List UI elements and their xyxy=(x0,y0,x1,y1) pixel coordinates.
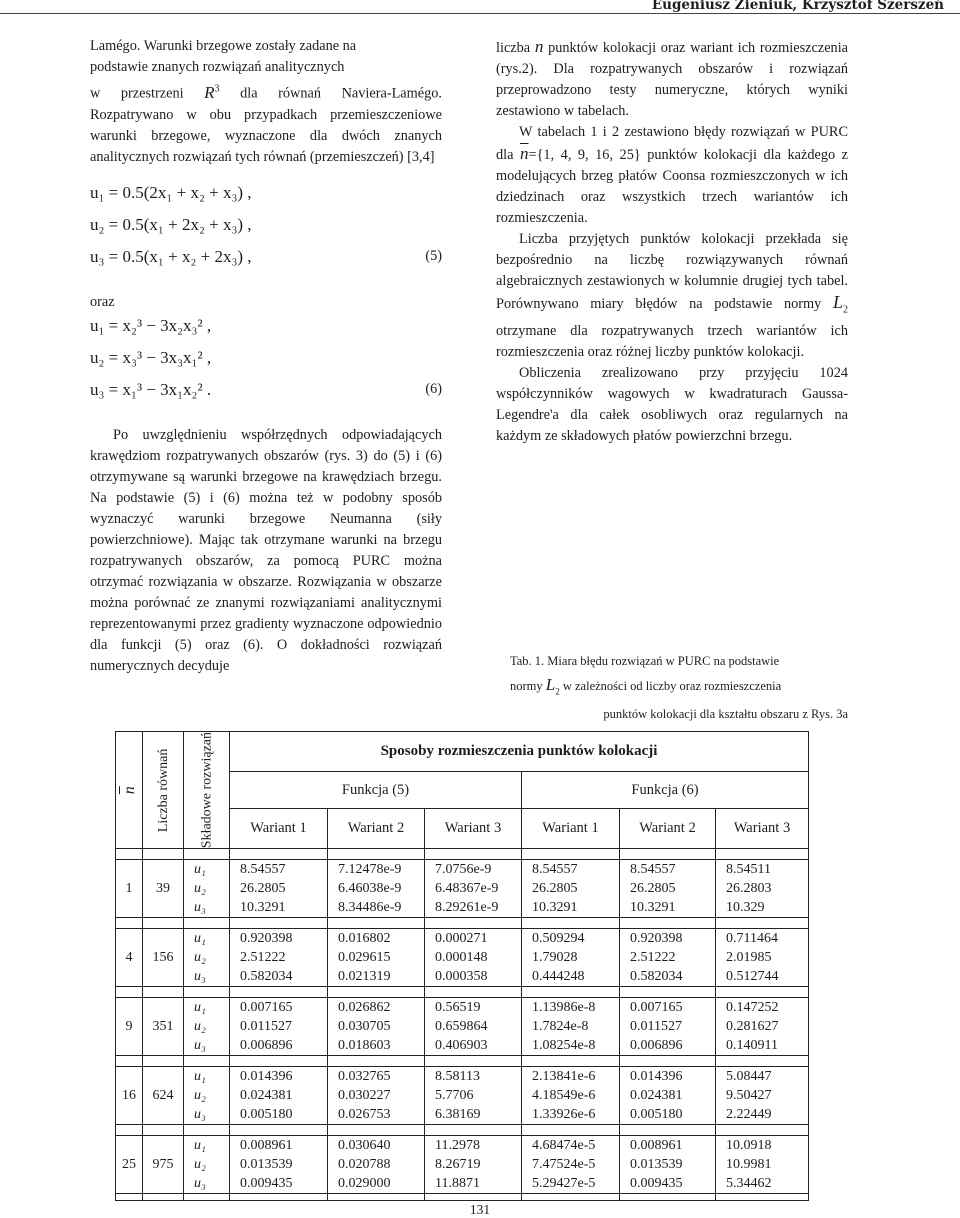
value: 0.711464 xyxy=(726,931,778,947)
spacer-cell xyxy=(116,1125,143,1136)
spacer-cell xyxy=(522,1056,620,1067)
n-bar-symbol: $\overline{n}$ xyxy=(520,144,529,163)
caption-l2-symbol: $L_2$ xyxy=(545,675,560,697)
value-cell xyxy=(522,860,620,918)
spacer-cell xyxy=(716,849,809,860)
l2-symbol: $L_2$ xyxy=(832,292,848,316)
value: 2.22449 xyxy=(726,1107,772,1123)
value: 0.582034 xyxy=(240,969,293,985)
row-components xyxy=(184,860,230,918)
equation-text: u₂ = x₃³ − 3x₃x₁² , xyxy=(90,347,212,367)
spacer-cell xyxy=(116,1194,143,1201)
spacer-cell xyxy=(230,987,328,998)
value: 0.582034 xyxy=(630,969,683,985)
value: 8.29261e-9 xyxy=(435,900,499,916)
spacer-cell xyxy=(716,1125,809,1136)
col-equations-header: Liczba równań xyxy=(143,732,184,849)
spacer-cell xyxy=(143,1194,184,1201)
component-label: u₂ xyxy=(194,1019,206,1035)
spacer-cell xyxy=(184,1056,230,1067)
value: 26.2805 xyxy=(532,881,578,897)
equation-text: u₁ = 0.5(2x₁ + x₂ + x₃) , xyxy=(90,182,252,202)
spacer-cell xyxy=(230,1056,328,1067)
value: 0.006896 xyxy=(240,1038,293,1054)
function-6-header: Funkcja (6) xyxy=(522,772,809,809)
function-5-header: Funkcja (5) xyxy=(230,772,522,809)
value: 8.54511 xyxy=(726,862,771,878)
value: 0.005180 xyxy=(240,1107,293,1123)
variant-header: Wariant 2 xyxy=(620,808,716,848)
value: 7.12478e-9 xyxy=(338,862,402,878)
header-rule xyxy=(0,13,960,14)
value: 11.8871 xyxy=(435,1176,480,1192)
equation-block-6 xyxy=(90,315,442,411)
component-label: u₁ xyxy=(194,862,206,878)
spacer-cell xyxy=(328,849,425,860)
table-row xyxy=(116,1067,809,1125)
value: 8.54557 xyxy=(532,862,578,878)
value-cell xyxy=(328,860,425,918)
page-number: 131 xyxy=(469,1202,491,1217)
equation-text: u₂ = 0.5(x₁ + 2x₂ + x₃) , xyxy=(90,214,252,234)
value: 10.329 xyxy=(726,900,765,916)
value-cell xyxy=(522,1136,620,1194)
spacer-cell xyxy=(184,849,230,860)
equation-5-line xyxy=(90,214,442,246)
row-equations: 624 xyxy=(143,1067,184,1125)
value: 0.020788 xyxy=(338,1157,391,1173)
value: 0.018603 xyxy=(338,1038,391,1054)
value: 0.920398 xyxy=(240,931,293,947)
spacer-cell xyxy=(522,1125,620,1136)
value-cell xyxy=(230,998,328,1056)
row-spacer xyxy=(116,1056,809,1067)
component-label: u₁ xyxy=(194,1000,206,1016)
component-label: u₂ xyxy=(194,881,206,897)
value: 0.014396 xyxy=(630,1069,683,1085)
equation-block-5 xyxy=(90,182,442,278)
value: 0.011527 xyxy=(240,1019,292,1035)
value: 0.56519 xyxy=(435,1000,481,1016)
value: 1.33926e-6 xyxy=(532,1107,596,1123)
spacer-cell xyxy=(716,987,809,998)
value-cell xyxy=(522,998,620,1056)
spacer-cell xyxy=(184,1125,230,1136)
value: 11.2978 xyxy=(435,1138,480,1154)
value-cell xyxy=(620,929,716,987)
variant-header: Wariant 2 xyxy=(328,808,425,848)
value: 0.011527 xyxy=(630,1019,682,1035)
component-label: u₃ xyxy=(194,900,206,916)
component-label: u₂ xyxy=(194,950,206,966)
spacer-cell xyxy=(328,1125,425,1136)
spacer-cell xyxy=(184,1194,230,1201)
variant-header: Wariant 3 xyxy=(425,808,522,848)
spacer-cell xyxy=(620,1125,716,1136)
spacer-cell xyxy=(522,849,620,860)
value-cell xyxy=(230,1136,328,1194)
value: 0.005180 xyxy=(630,1107,683,1123)
value: 0.281627 xyxy=(726,1019,779,1035)
value: 0.029615 xyxy=(338,950,391,966)
caption-line-2: normy $L_2$ w zależności od liczby oraz rozmieszczenia xyxy=(510,675,782,697)
equation-text: u₃ = 0.5(x₁ + x₂ + 2x₃) , xyxy=(90,246,252,266)
value: 0.008961 xyxy=(240,1138,293,1154)
method-paragraph: Po uwzględnieniu współrzędnych odpowiadających krawędziom rozpatrywanych obszarów (rys. 3) do (5) i (6) otrzymywane są warunki brzegowe na krawędziach brzegu. Na podstawie (5) i (6) można też w podobny sposób wyznaczyć warunki brzegowe Neumanna (siły powierzchniowe). Mając tak otrzymane warunki na brzegu rozpatrywanych obszarów, za pomocą PURC można otrzymać rozwiązania w obszarze. Rozwiązania w obszarze można porównać ze znanymi rozwiązaniami analitycznymi reprezentowanymi przez gradienty wyznaczone odpowiednio dla funkcji (5) oraz (6). O dokładności rozwiązań numerycznych decyduje xyxy=(90,426,442,674)
spacer-cell xyxy=(143,918,184,929)
component-label: u₃ xyxy=(194,1038,206,1054)
spacer-cell xyxy=(328,987,425,998)
value: 2.51222 xyxy=(240,950,286,966)
value: 6.38169 xyxy=(435,1107,481,1123)
spacer-cell xyxy=(620,918,716,929)
row-n: 16 xyxy=(116,1067,143,1125)
value: 10.3291 xyxy=(532,900,578,916)
row-equations: 975 xyxy=(143,1136,184,1194)
table-row xyxy=(116,998,809,1056)
value-cell xyxy=(716,860,809,918)
table-row xyxy=(116,929,809,987)
value-cell xyxy=(716,998,809,1056)
col-components-header: Składowe rozwiązań xyxy=(184,732,230,849)
value: 0.006896 xyxy=(630,1038,683,1054)
value: 26.2805 xyxy=(630,881,676,897)
value: 0.406903 xyxy=(435,1038,488,1054)
spacer-cell xyxy=(328,1056,425,1067)
spacer-cell xyxy=(425,987,522,998)
value-cell xyxy=(230,1067,328,1125)
value: 0.000358 xyxy=(435,969,488,985)
value-cell xyxy=(425,1067,522,1125)
left-column xyxy=(90,36,442,677)
equation-6-line xyxy=(90,379,442,411)
row-n: 9 xyxy=(116,998,143,1056)
component-label: u₁ xyxy=(194,931,206,947)
component-label: u₁ xyxy=(194,1138,206,1154)
value: 0.014396 xyxy=(240,1069,293,1085)
value: 9.50427 xyxy=(726,1088,772,1104)
value: 8.26719 xyxy=(435,1157,481,1173)
value: 5.7706 xyxy=(435,1088,474,1104)
spacer-cell xyxy=(184,987,230,998)
row-spacer xyxy=(116,1194,809,1201)
value: 0.659864 xyxy=(435,1019,488,1035)
r3-symbol: $R^3$ xyxy=(204,82,220,102)
value-cell xyxy=(716,1067,809,1125)
value-cell xyxy=(716,1136,809,1194)
row-equations: 351 xyxy=(143,998,184,1056)
value-cell xyxy=(425,929,522,987)
table-caption xyxy=(496,650,848,726)
value: 2.51222 xyxy=(630,950,676,966)
spacer-cell xyxy=(620,849,716,860)
value: 0.029000 xyxy=(338,1176,391,1192)
value-cell xyxy=(328,1136,425,1194)
spacer-cell xyxy=(620,1194,716,1201)
caption-line-1: Tab. 1. Miara błędu rozwiązań w PURC na podstawie xyxy=(510,654,780,668)
value-cell xyxy=(230,860,328,918)
value: 0.024381 xyxy=(240,1088,293,1104)
row-n: 25 xyxy=(116,1136,143,1194)
value: 0.007165 xyxy=(630,1000,683,1016)
right-paragraph-3: Liczba przyjętych punktów kolokacji przekłada się bezpośrednio na liczbę rozwiązywanych równań algebraicznych zestawionych w kolumnie drugiej tych tabel. Porównywano miary błędów na podstawie normy $L_2$ otrzymane dla rozpatrywanych trzech wariantów ich rozmieszczenia oraz różnej liczby punktów kolokacji. xyxy=(496,231,848,360)
row-components xyxy=(184,998,230,1056)
component-label: u₁ xyxy=(194,1069,206,1085)
value-cell xyxy=(522,929,620,987)
value: 0.009435 xyxy=(240,1176,293,1192)
component-label: u₂ xyxy=(194,1157,206,1173)
spacer-cell xyxy=(328,1194,425,1201)
spacer-cell xyxy=(230,918,328,929)
spacer-cell xyxy=(620,1056,716,1067)
value: 0.016802 xyxy=(338,931,391,947)
value: 26.2803 xyxy=(726,881,772,897)
results-table xyxy=(115,731,809,1201)
value: 0.509294 xyxy=(532,931,585,947)
value: 0.000271 xyxy=(435,931,488,947)
value: 1.08254e-8 xyxy=(532,1038,596,1054)
equation-text: u₁ = x₂³ − 3x₂x₃² , xyxy=(90,315,212,335)
component-label: u₃ xyxy=(194,1107,206,1123)
right-paragraph-1: liczba n punktów kolokacji oraz wariant ich rozmieszczenia (rys.2). Dla rozpatrywanych obszarów i rozwiązań przeprowadzono testy numeryczne, których wyniki zestawiono w tabelach. xyxy=(496,37,849,119)
equation-6-line xyxy=(90,347,442,379)
spacer-cell xyxy=(116,987,143,998)
value-cell xyxy=(620,998,716,1056)
boundary-paragraph: Rozpatrywano w obu przypadkach przemieszczeniowe warunki brzegowe, wyznaczone dla dwóch znanych analitycznych rozwiązań tych równań (przemieszczeń) [3,4] xyxy=(90,106,442,165)
spacer-cell xyxy=(328,918,425,929)
equation-number: (5) xyxy=(425,247,442,264)
value: 0.030705 xyxy=(338,1019,391,1035)
value: 8.54557 xyxy=(240,862,286,878)
value: 7.0756e-9 xyxy=(435,862,492,878)
value-cell xyxy=(328,929,425,987)
value: 0.000148 xyxy=(435,950,488,966)
row-spacer xyxy=(116,1125,809,1136)
value: 10.3291 xyxy=(630,900,676,916)
row-spacer xyxy=(116,849,809,860)
value: 0.512744 xyxy=(726,969,779,985)
intro-line-1: Lamégo. Warunki brzegowe zostały zadane na xyxy=(90,38,357,54)
value: 0.013539 xyxy=(630,1157,683,1173)
spacer-cell xyxy=(230,1125,328,1136)
spacer-cell xyxy=(143,1125,184,1136)
spacer-cell xyxy=(143,987,184,998)
right-paragraph-4: Obliczenia zrealizowano przy przyjęciu 1024 współczynników wagowych w kwadraturach Gaussa-Legendre'a dla całek osobliwych oraz regularnych na każdym ze składowych płatów powierzchni brzegu. xyxy=(496,364,848,444)
table-row xyxy=(116,860,809,918)
intro-line-2: podstawie znanych rozwiązań analitycznych xyxy=(90,59,345,75)
value: 6.46038e-9 xyxy=(338,881,402,897)
equation-6-line xyxy=(90,315,442,347)
value: 0.008961 xyxy=(630,1138,683,1154)
equation-5-line xyxy=(90,246,442,278)
component-label: u₂ xyxy=(194,1088,206,1104)
spacer-cell xyxy=(716,918,809,929)
equation-5-line xyxy=(90,182,442,214)
spacer-cell xyxy=(425,1194,522,1201)
spacer-cell xyxy=(620,987,716,998)
spacer-cell xyxy=(716,1194,809,1201)
value-cell xyxy=(620,1067,716,1125)
oraz-label: oraz xyxy=(90,293,115,310)
value-cell xyxy=(522,1067,620,1125)
variant-header: Wariant 1 xyxy=(230,808,328,848)
value-cell xyxy=(230,929,328,987)
value: 0.444248 xyxy=(532,969,585,985)
value: 0.147252 xyxy=(726,1000,779,1016)
spacer-cell xyxy=(522,987,620,998)
value: 10.0918 xyxy=(726,1138,772,1154)
spacer-cell xyxy=(425,1056,522,1067)
row-spacer xyxy=(116,918,809,929)
value-cell xyxy=(425,860,522,918)
table-title: Sposoby rozmieszczenia punktów kolokacji xyxy=(230,732,809,772)
component-label: u₃ xyxy=(194,969,206,985)
spacer-cell xyxy=(116,1056,143,1067)
intro-line-3: w przestrzeni $R^3$ dla równań Naviera-Lamégo. xyxy=(90,82,442,102)
value: 0.007165 xyxy=(240,1000,293,1016)
row-n: 4 xyxy=(116,929,143,987)
equation-text: u₃ = x₁³ − 3x₁x₂² . xyxy=(90,379,212,399)
value-cell xyxy=(716,929,809,987)
value: 2.01985 xyxy=(726,950,772,966)
caption-line-3: punktów kolokacji dla kształtu obszaru z Rys. 3a xyxy=(603,707,848,722)
spacer-cell xyxy=(425,1125,522,1136)
right-paragraph-2: W tabelach 1 i 2 zestawiono błędy rozwiązań w PURC dla $\overline{n}=\{1$, 4, 9, 16, 25} punktów kolokacji dla każdego z modelujących brzeg płatów Coonsa rozmieszczonych w ich dziedzinach oraz wszystkich trzech wariantów ich rozmieszczenia. xyxy=(496,124,848,226)
spacer-cell xyxy=(522,918,620,929)
value-cell xyxy=(425,1136,522,1194)
equation-number: (6) xyxy=(425,380,442,397)
value: 0.009435 xyxy=(630,1176,683,1192)
value: 0.013539 xyxy=(240,1157,293,1173)
spacer-cell xyxy=(184,918,230,929)
value: 5.34462 xyxy=(726,1176,772,1192)
spacer-cell xyxy=(230,1194,328,1201)
row-spacer xyxy=(116,987,809,998)
value: 0.030227 xyxy=(338,1088,391,1104)
value: 0.140911 xyxy=(726,1038,778,1054)
row-equations: 39 xyxy=(143,860,184,918)
header-authors: Eugeniusz Zieniuk, Krzysztof Szerszeń xyxy=(651,0,944,13)
spacer-cell xyxy=(230,849,328,860)
col-n-header: n xyxy=(116,732,143,849)
value: 7.47524e-5 xyxy=(532,1157,596,1173)
value: 1.79028 xyxy=(532,950,578,966)
value: 0.021319 xyxy=(338,969,391,985)
value: 8.58113 xyxy=(435,1069,480,1085)
value-cell xyxy=(620,1136,716,1194)
page-header xyxy=(0,0,960,14)
row-components xyxy=(184,929,230,987)
value: 10.3291 xyxy=(240,900,286,916)
spacer-cell xyxy=(716,1056,809,1067)
row-equations: 156 xyxy=(143,929,184,987)
value: 1.7824e-8 xyxy=(532,1019,589,1035)
spacer-cell xyxy=(143,1056,184,1067)
value: 4.68474e-5 xyxy=(532,1138,596,1154)
value: 26.2805 xyxy=(240,881,286,897)
value: 8.54557 xyxy=(630,862,676,878)
value-cell xyxy=(328,998,425,1056)
spacer-cell xyxy=(116,849,143,860)
value: 0.920398 xyxy=(630,931,683,947)
value: 5.29427e-5 xyxy=(532,1176,596,1192)
value: 10.9981 xyxy=(726,1157,772,1173)
value: 5.08447 xyxy=(726,1069,772,1085)
value-cell xyxy=(425,998,522,1056)
value: 0.026862 xyxy=(338,1000,391,1016)
table-row xyxy=(116,1136,809,1194)
right-column xyxy=(496,36,848,447)
component-label: u₃ xyxy=(194,1176,206,1192)
variant-header: Wariant 1 xyxy=(522,808,620,848)
value: 0.030640 xyxy=(338,1138,391,1154)
spacer-cell xyxy=(425,849,522,860)
spacer-cell xyxy=(425,918,522,929)
spacer-cell xyxy=(143,849,184,860)
value-cell xyxy=(620,860,716,918)
value: 0.032765 xyxy=(338,1069,391,1085)
spacer-cell xyxy=(522,1194,620,1201)
value-cell xyxy=(328,1067,425,1125)
value: 1.13986e-8 xyxy=(532,1000,596,1016)
variant-header: Wariant 3 xyxy=(716,808,809,848)
spacer-cell xyxy=(116,918,143,929)
value: 0.024381 xyxy=(630,1088,683,1104)
row-n: 1 xyxy=(116,860,143,918)
n-symbol: n xyxy=(534,37,544,56)
value: 4.18549e-6 xyxy=(532,1088,596,1104)
value: 8.34486e-9 xyxy=(338,900,402,916)
value: 6.48367e-9 xyxy=(435,881,499,897)
value: 0.026753 xyxy=(338,1107,391,1123)
row-components xyxy=(184,1067,230,1125)
value: 2.13841e-6 xyxy=(532,1069,596,1085)
row-components xyxy=(184,1136,230,1194)
